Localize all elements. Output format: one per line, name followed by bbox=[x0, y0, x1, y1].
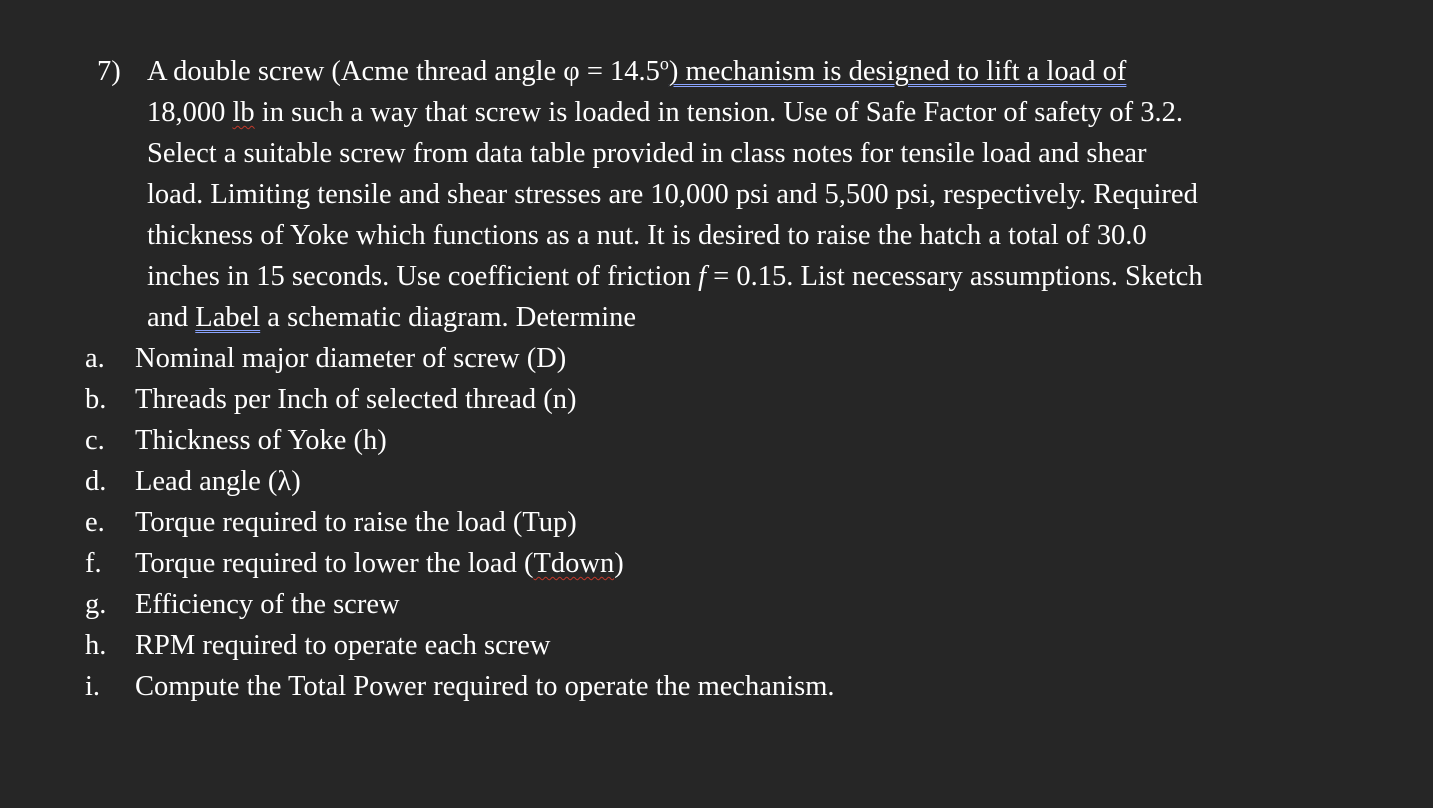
problem-text: in such a way that screw is loaded in tension. Use of Safe Factor of safety of 3.2. bbox=[254, 97, 1184, 128]
question-number: 7) bbox=[97, 56, 121, 87]
problem-text: a schematic diagram. Determine bbox=[260, 302, 637, 333]
problem-text: ) mechanism is designed to lift a load of bbox=[668, 56, 1127, 87]
problem-text: = 0.15. List necessary assumptions. Sketch bbox=[706, 261, 1203, 292]
list-item: Compute the Total Power required to operate the mechanism. bbox=[135, 671, 835, 702]
list-marker: h. bbox=[85, 630, 107, 661]
problem-line-4: load. Limiting tensile and shear stresses are 10,000 psi and 5,500 psi, respectively. Required bbox=[147, 179, 1198, 210]
list-item-text: Torque required to lower the load ( bbox=[135, 548, 534, 579]
problem-text: and bbox=[147, 302, 196, 333]
list-marker: e. bbox=[85, 507, 105, 538]
list-item: Thickness of Yoke (h) bbox=[135, 425, 387, 456]
problem-line-6 bbox=[147, 257, 1203, 297]
spellcheck-word: lb bbox=[232, 97, 255, 128]
list-marker: g. bbox=[85, 589, 107, 620]
list-item bbox=[135, 544, 624, 584]
problem-text: 18,000 bbox=[147, 97, 233, 128]
problem-text: inches in 15 seconds. Use coefficient of friction bbox=[147, 261, 699, 292]
list-marker: d. bbox=[85, 466, 107, 497]
problem-text: A double screw (Acme thread angle φ = 14.5 bbox=[147, 56, 660, 87]
list-item: RPM required to operate each screw bbox=[135, 630, 551, 661]
problem-line-3: Select a suitable screw from data table provided in class notes for tensile load and shear bbox=[147, 138, 1147, 169]
list-item-text: ) bbox=[614, 548, 624, 579]
list-item: Nominal major diameter of screw (D) bbox=[135, 343, 567, 374]
list-marker: c. bbox=[85, 425, 105, 456]
list-item: Efficiency of the screw bbox=[135, 589, 400, 620]
list-item: Lead angle (λ) bbox=[135, 466, 301, 497]
spellcheck-word: Tdown bbox=[533, 548, 615, 579]
list-marker: i. bbox=[85, 671, 101, 702]
friction-symbol: f bbox=[698, 261, 707, 292]
problem-line-1 bbox=[147, 52, 1126, 92]
list-marker: f. bbox=[85, 548, 102, 579]
list-marker: a. bbox=[85, 343, 105, 374]
grammar-check-word: Label bbox=[195, 302, 261, 333]
degree-sign: o bbox=[659, 53, 669, 74]
list-item: Threads per Inch of selected thread (n) bbox=[135, 384, 577, 415]
list-marker: b. bbox=[85, 384, 107, 415]
list-item: Torque required to raise the load (Tup) bbox=[135, 507, 577, 538]
problem-line-7 bbox=[147, 298, 636, 338]
problem-line-2 bbox=[147, 93, 1183, 133]
problem-line-5: thickness of Yoke which functions as a nut. It is desired to raise the hatch a total of 30.0 bbox=[147, 220, 1147, 251]
